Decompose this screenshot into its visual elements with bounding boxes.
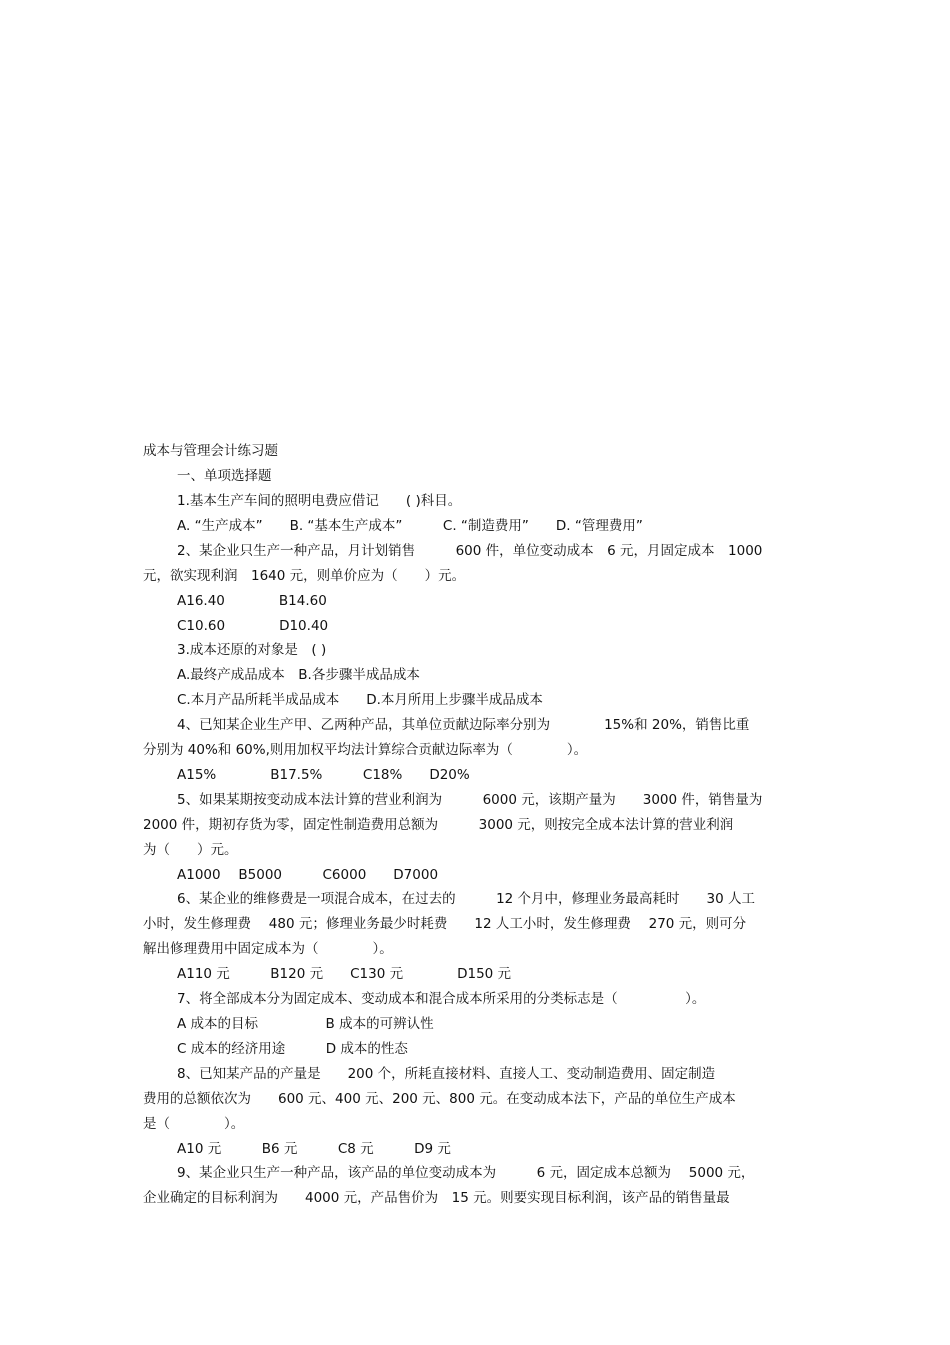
text-line: A1000 B5000 C6000 D7000 xyxy=(177,867,439,883)
text-line: A10 元 B6 元 C8 元 D9 元 xyxy=(177,1141,451,1157)
text-line: A15% B17.5% C18% D20% xyxy=(177,767,470,783)
text-line: 费用的总额依次为 600 元、400 元、200 元、800 元。在变动成本法下，产品的单位生产成本 xyxy=(143,1091,736,1107)
text-line: 6、某企业的维修费是一项混合成本，在过去的 12 个月中，修理业务最高耗时 30 人工 xyxy=(177,891,756,907)
text-line: 2、某企业只生产一种产品，月计划销售 600 件，单位变动成本 6 元，月固定成本 1000 xyxy=(177,543,763,559)
text-line: 小时，发生修理费 480 元；修理业务最少时耗费 12 人工小时，发生修理费 270 元，则可分 xyxy=(143,916,747,932)
text-line: 元，欲实现利润 1640 元，则单价应为（ ）元。 xyxy=(143,568,466,584)
text-line: 5、如果某期按变动成本法计算的营业利润为 6000 元，该期产量为 3000 件，销售量为 xyxy=(177,792,763,808)
text-line: A110 元 B120 元 C130 元 D150 元 xyxy=(177,966,512,982)
text-line: 分别为 40%和 60%,则用加权平均法计算综合贡献边际率为（ ）。 xyxy=(143,742,588,758)
text-line: A.最终产成品成本 B.各步骤半成品成本 xyxy=(177,667,420,683)
text-line: A. “生产成本” B. “基本生产成本” C. “制造费用” D. “管理费用” xyxy=(177,518,643,534)
text-line: 为（ ）元。 xyxy=(143,842,238,858)
text-line: 企业确定的目标利润为 4000 元，产品售价为 15 元。则要实现目标利润，该产品的销售量最 xyxy=(143,1190,730,1206)
text-line: 1.基本生产车间的照明电费应借记 ( )科目。 xyxy=(177,493,462,509)
text-line: 7、将全部成本分为固定成本、变动成本和混合成本所采用的分类标志是（ ）。 xyxy=(177,991,706,1007)
text-line: C10.60 D10.40 xyxy=(177,618,329,634)
text-line: 解出修理费用中固定成本为（ ）。 xyxy=(143,941,393,957)
text-line: C 成本的经济用途 D 成本的性态 xyxy=(177,1041,408,1057)
text-line: 9、某企业只生产一种产品，该产品的单位变动成本为 6 元，固定成本总额为 5000 元， xyxy=(177,1165,755,1181)
text-line: 是（ ）。 xyxy=(143,1116,245,1132)
page-title: 成本与管理会计练习题 xyxy=(143,443,278,459)
text-line: 8、已知某产品的产量是 200 个，所耗直接材料、直接人工、变动制造费用、固定制造 xyxy=(177,1066,716,1082)
text-line: 2000 件，期初存货为零，固定性制造费用总额为 3000 元，则按完全成本法计算的营业利润 xyxy=(143,817,734,833)
text-line: 4、已知某企业生产甲、乙两种产品，其单位贡献边际率分别为 15%和 20%，销售比重 xyxy=(177,717,750,733)
section-heading: 一、单项选择题 xyxy=(177,468,272,484)
text-line: C.本月产品所耗半成品成本 D.本月所用上步骤半成品成本 xyxy=(177,692,543,708)
text-line: A16.40 B14.60 xyxy=(177,593,327,609)
text-line: A 成本的目标 B 成本的可辨认性 xyxy=(177,1016,434,1032)
text-line: 3.成本还原的对象是 ( ) xyxy=(177,642,327,658)
